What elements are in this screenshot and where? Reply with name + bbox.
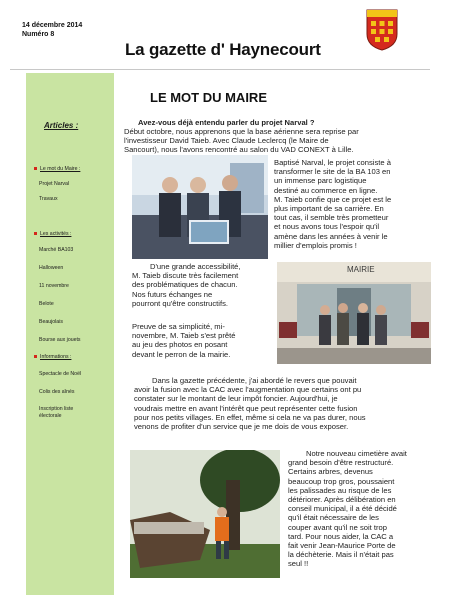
sidebar-item-11-novembre[interactable]: 11 novembre [39,283,69,289]
photo-salon-meeting [132,155,268,259]
sidebar-item-marche[interactable]: Marché BA103 [39,247,74,253]
article-col-left-2: Preuve de sa simplicité, mi- novembre, M. Taieb s'est prêté au jeu des photos en posant devant le perron de la mairie. [132,322,236,359]
sidebar-item-inscription[interactable]: Inscription liste [39,406,74,412]
bullet-icon [34,167,37,170]
sidebar-item-activites[interactable]: Les activités : [34,231,71,237]
sidebar-item-mot-du-maire[interactable]: Le mot du Maire : [34,166,80,172]
sidebar-item-belote[interactable]: Belote [39,301,54,307]
issue-number: Numéro 8 [22,31,55,38]
article-subhead: Avez-vous déjà entendu parler du projet Narval ? [138,118,315,127]
sidebar-heading: Articles : [44,121,79,130]
crest-icon [365,8,399,52]
photo-mairie [277,262,431,364]
mairie-sign: MAIRIE [347,265,375,274]
article-title: LE MOT DU MAIRE [150,90,267,105]
sidebar-item-informations[interactable]: Informations : [34,354,71,360]
header-divider [10,69,430,70]
article-lead: Début octobre, nous apprenons que la base aérienne sera reprise par l'investisseur David Taieb. Avec Claude Leclercq (le Maire de Sancourt), nous l'avons rencontré au salon du VAD CONEXT à Lille. [124,127,359,155]
bullet-icon [34,355,37,358]
photo-tree-cutting [130,450,280,578]
sidebar-item-beaujolais[interactable]: Beaujolais [39,319,63,325]
sidebar-item-projet-narval[interactable]: Projet Narval [39,181,69,187]
article-para-fusion: Dans la gazette précédente, j'ai abordé le revers que pouvait avoir la fusion avec la CAC avec l'augmentation que certains ont pu constater sur le montant de leur impôt foncier. Aujourd'hui, je voudrais mettre en avant l'intérêt que peut représenter cette fusion pour nos petits villages. En effet, même si cela ne va pas durer, nous venons de profiter d'un service que je me dois de vous exposer. [134,376,366,432]
sidebar-panel [26,73,114,595]
issue-date: 14 décembre 2014 [22,22,83,29]
sidebar-item-bourse[interactable]: Bourse aux jouets [39,337,81,343]
sidebar-item-colis[interactable]: Colis des aînés [39,389,75,395]
article-col-left-1: D'une grande accessibilité, M. Taieb discute très facilement des problématiques de chacun. Nos futurs échanges ne pourront qu'être constructifs. [132,262,241,308]
article-col-right-2: Notre nouveau cimetière avait grand besoin d'être restructuré. Certains arbres, devenus beaucoup trop gros, poussaient les palissades au risque de les détériorer. Après délibération en conseil municipal, il a été décidé qu'il était nécessaire de les couper avant qu'il ne soit trop tard. Pour nous aider, la CAC a fait venir Jean-Maurice Porte de la déchèterie. Mais il n'était pas seul !! [288,449,407,569]
article-col-right: Baptisé Narval, le projet consiste à transformer le site de la BA 103 en un immense parc logistique destiné au commerce en ligne. M. Taieb confie que ce projet est le plus important de sa carrière. En tout cas, il semble très prometteur et nous avons tous l'espoir qu'il amène dans les années à venir le millier d'emplois promis ! [274,158,392,250]
sidebar-item-electorale[interactable]: électorale [39,413,62,419]
gazette-title: La gazette d' Haynecourt [125,40,321,59]
sidebar-item-travaux[interactable]: Travaux [39,196,58,202]
sidebar-item-halloween[interactable]: Halloween [39,265,64,271]
sidebar-item-spectacle[interactable]: Spectacle de Noël [39,371,82,377]
bullet-icon [34,232,37,235]
page-header [0,0,450,70]
